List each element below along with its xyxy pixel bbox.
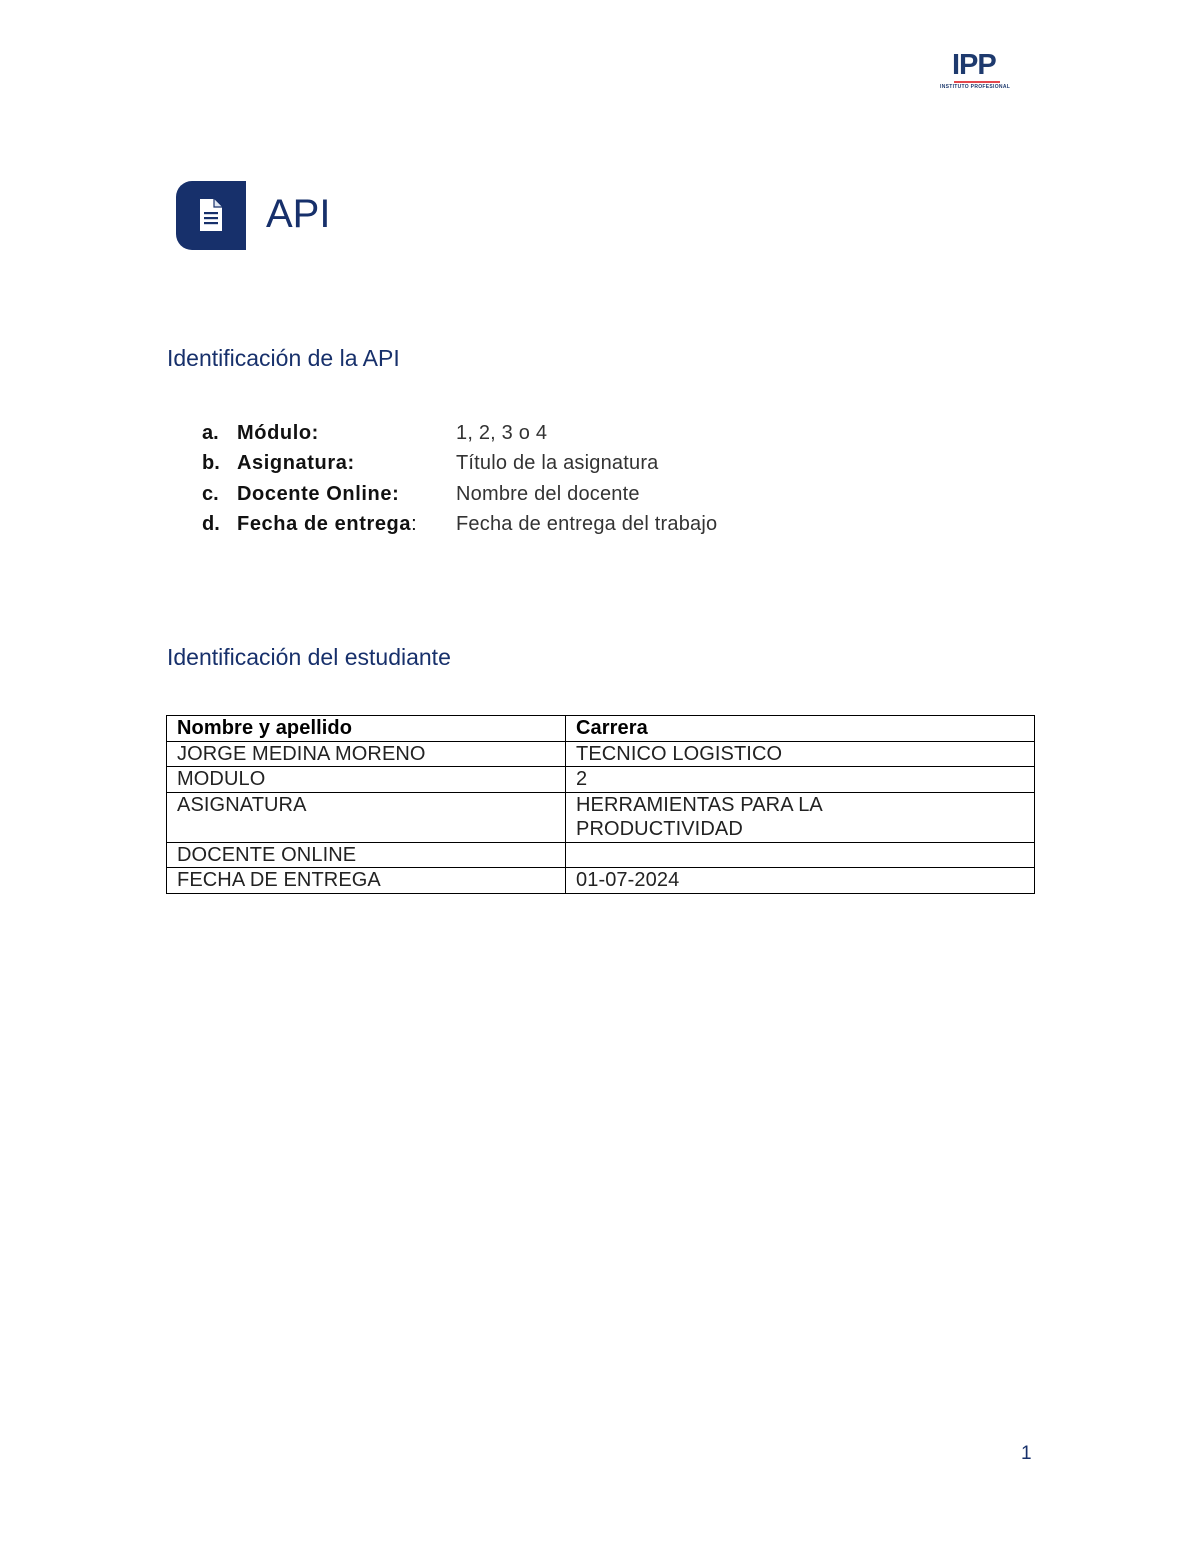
info-label-colon: : <box>411 513 418 535</box>
table-row <box>167 842 1035 868</box>
table-header-cell: Carrera <box>566 716 1035 742</box>
info-label-text: Fecha de entrega <box>237 513 412 535</box>
table-row <box>167 792 1035 842</box>
info-label <box>237 510 417 538</box>
info-value: Fecha de entrega del trabajo <box>456 513 718 535</box>
table-cell: ASIGNATURA <box>167 792 566 842</box>
info-value: Título de la asignatura <box>456 452 659 474</box>
info-letter: d. <box>202 513 220 535</box>
info-label: Módulo: <box>237 422 319 444</box>
page-number: 1 <box>1021 1443 1032 1464</box>
table-cell: 01-07-2024 <box>566 868 1035 894</box>
document-icon <box>176 181 246 250</box>
table-cell: 2 <box>566 767 1035 793</box>
logo-accent-line <box>954 81 1000 83</box>
table-cell: FECHA DE ENTREGA <box>167 868 566 894</box>
logo-subtitle: INSTITUTO PROFESIONAL <box>940 84 1011 90</box>
table-header-row <box>167 716 1035 742</box>
info-value: 1, 2, 3 o 4 <box>456 422 548 444</box>
info-letter: c. <box>202 483 219 505</box>
logo-text: IPP <box>952 49 996 81</box>
info-label: Asignatura: <box>237 452 355 474</box>
table-cell: JORGE MEDINA MORENO <box>167 741 566 767</box>
table-cell: MODULO <box>167 767 566 793</box>
table-row <box>167 868 1035 894</box>
institution-logo <box>940 50 1020 92</box>
table-header-cell: Nombre y apellido <box>167 716 566 742</box>
document-title: API <box>266 192 331 236</box>
info-value: Nombre del docente <box>456 483 640 505</box>
info-label: Docente Online: <box>237 483 400 505</box>
table-row <box>167 741 1035 767</box>
student-table <box>166 715 1035 894</box>
table-cell: DOCENTE ONLINE <box>167 842 566 868</box>
table-row <box>167 767 1035 793</box>
info-letter: b. <box>202 452 220 474</box>
table-cell: TECNICO LOGISTICO <box>566 741 1035 767</box>
table-cell <box>566 842 1035 868</box>
api-section-heading: Identificación de la API <box>167 345 400 371</box>
info-letter: a. <box>202 422 219 444</box>
student-section-heading: Identificación del estudiante <box>167 644 451 670</box>
table-cell: HERRAMIENTAS PARA LA PRODUCTIVIDAD <box>566 792 1035 842</box>
